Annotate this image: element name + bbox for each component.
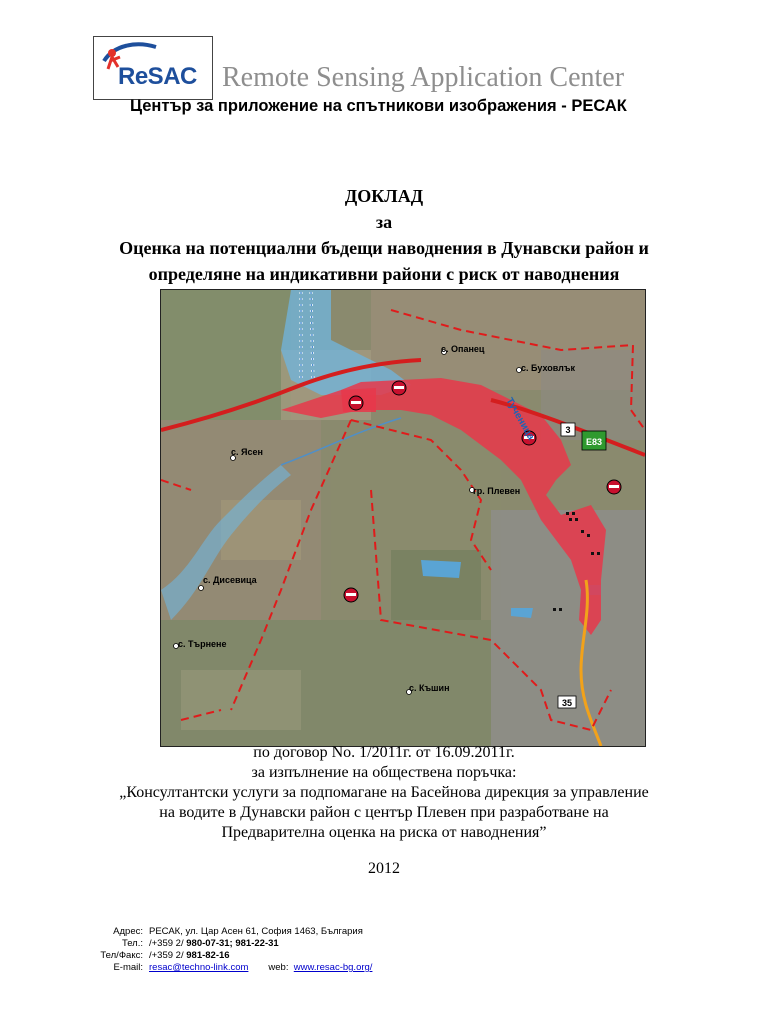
label-yasen: с. Ясен — [231, 447, 263, 457]
svg-text:35: 35 — [561, 698, 573, 708]
logo-wordmark: ReSAC — [118, 63, 197, 90]
label-kashin: с. Къшин — [409, 683, 450, 693]
report-title-line2: определяне на индикативни райони с риск от наводнения — [148, 264, 620, 284]
label-opanets: с. Опанец — [441, 344, 485, 354]
email-link[interactable]: resac@techno-link.com — [149, 962, 249, 973]
contract-line1: по договор No. 1/2011г. от 16.09.2011г. — [253, 744, 515, 761]
fax-number: 981-82-16 — [186, 950, 230, 961]
report-year: 2012 — [368, 860, 400, 877]
email-label: E-mail: — [113, 962, 143, 973]
header-title-en: Remote Sensing Application Center — [222, 62, 625, 93]
contract-line4: на водите в Дунавски район с център Плевен при разработване на — [159, 804, 609, 821]
contract-line5: Предварителна оценка на риска от наводнения” — [221, 824, 547, 841]
address-value: РЕСАК, ул. Цар Асен 61, София 1463, България — [149, 926, 363, 937]
report-title-line1: Оценка на потенциални бъдещи наводнения в Дунавски район и — [119, 238, 649, 258]
fax-row — [60, 950, 372, 962]
resac-logo — [93, 36, 213, 100]
phone-numbers: 980-07-31; 981-22-31 — [186, 938, 279, 949]
svg-text:E83: E83 — [585, 437, 603, 447]
svg-text:3: 3 — [565, 425, 571, 435]
report-heading: ДОКЛАД — [344, 186, 424, 206]
report-title — [60, 183, 708, 287]
label-pleven: гр. Плевен — [473, 486, 521, 496]
contract-description — [40, 743, 728, 843]
header-title-bg: Център за приложение на спътникови изображения - РЕСАК — [130, 97, 627, 115]
fax-label: Тел/Факс: — [100, 950, 143, 961]
label-tuchenitsa-river: Тученица — [503, 396, 537, 442]
label-tarnene: с. Търнене — [178, 639, 227, 649]
map-graphic — [161, 290, 645, 746]
web-label: web: — [268, 962, 289, 973]
phone-label: Тел.: — [121, 938, 143, 949]
contract-line2: за изпълнение на обществена поръчка: — [251, 764, 517, 781]
phone-prefix: /+359 2/ — [149, 938, 184, 949]
address-row — [60, 926, 372, 938]
phone-row — [60, 938, 372, 950]
contact-footer — [60, 926, 372, 974]
email-row — [60, 962, 372, 974]
web-link[interactable]: www.resac-bg.org/ — [293, 962, 373, 973]
fax-prefix: /+359 2/ — [149, 950, 184, 961]
report-subheading: за — [375, 212, 393, 232]
label-buhovlak: с. Буховлък — [521, 363, 575, 373]
flood-risk-map — [160, 289, 646, 747]
label-disevitsa: с. Дисевица — [203, 575, 257, 585]
address-label: Адрес: — [113, 926, 143, 937]
contract-line3: „Консултантски услуги за подпомагане на Басейнова дирекция за управление — [119, 784, 649, 801]
